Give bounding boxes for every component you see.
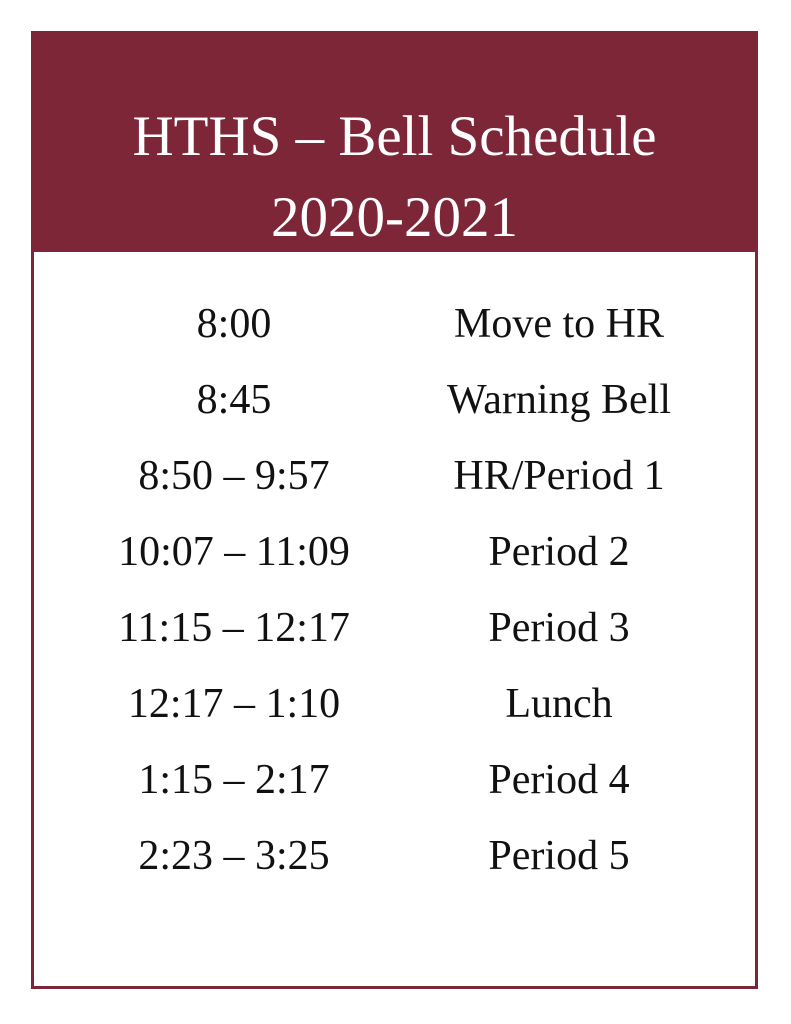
row-label: Period 5 xyxy=(488,833,630,879)
row-time: 12:17 – 1:10 xyxy=(127,681,341,727)
row-time: 10:07 – 11:09 xyxy=(118,529,350,575)
schedule-title: HTHS – Bell Schedule xyxy=(132,105,657,168)
row-label: Period 3 xyxy=(488,605,630,651)
row-time: 8:50 – 9:57 xyxy=(138,453,330,499)
row-time: 8:00 xyxy=(196,301,272,347)
schedule-row xyxy=(34,370,755,430)
row-label: HR/Period 1 xyxy=(453,453,665,499)
row-time: 1:15 – 2:17 xyxy=(138,757,330,803)
row-label: Period 2 xyxy=(488,529,630,575)
schedule-row xyxy=(34,294,755,354)
schedule-header xyxy=(34,34,755,252)
row-time: 11:15 – 12:17 xyxy=(118,605,350,651)
schedule-card xyxy=(31,31,758,989)
row-label: Move to HR xyxy=(454,301,664,347)
row-time: 8:45 xyxy=(196,377,272,423)
row-label: Lunch xyxy=(505,681,613,727)
school-year: 2020-2021 xyxy=(271,186,518,249)
row-label: Period 4 xyxy=(488,757,630,803)
schedule-row xyxy=(34,750,755,810)
schedule-row xyxy=(34,674,755,734)
schedule-row xyxy=(34,598,755,658)
schedule-row xyxy=(34,826,755,886)
row-label: Warning Bell xyxy=(446,377,672,423)
schedule-row xyxy=(34,522,755,582)
row-time: 2:23 – 3:25 xyxy=(138,833,330,879)
schedule-row xyxy=(34,446,755,506)
